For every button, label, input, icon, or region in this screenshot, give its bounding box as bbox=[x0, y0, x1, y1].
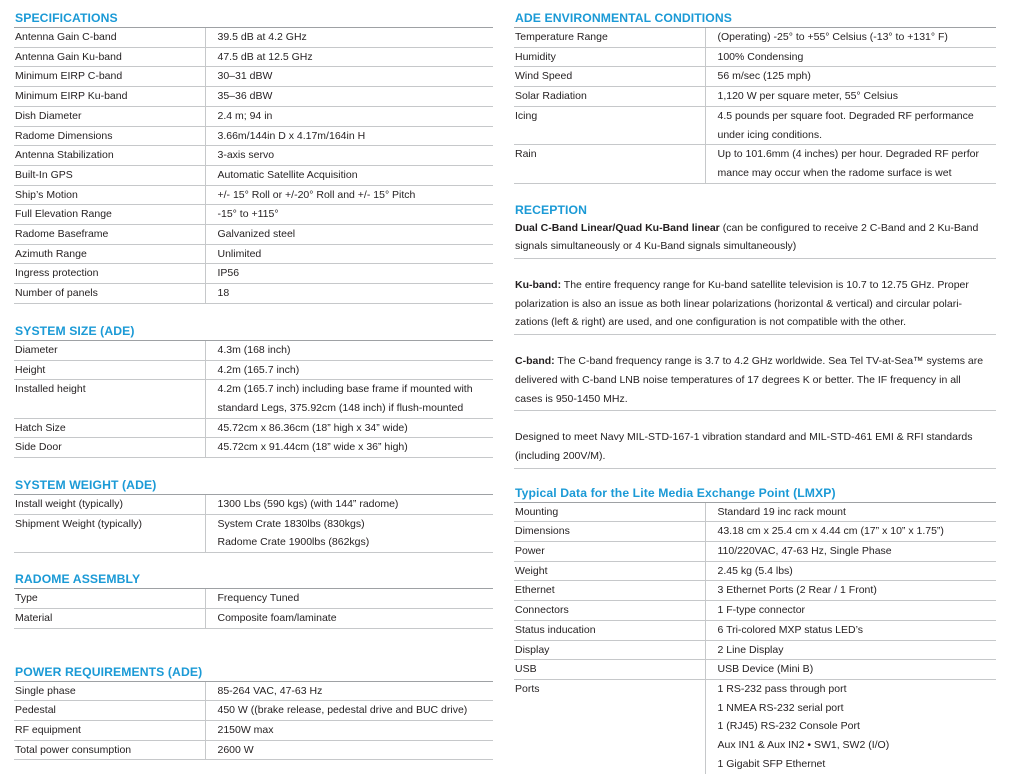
section-title: SYSTEM WEIGHT (ADE) bbox=[14, 476, 493, 495]
row-label: Number of panels bbox=[14, 284, 205, 304]
port-item: Aux IN1 & Aux IN2 • SW1, SW2 (I/O) bbox=[717, 739, 890, 752]
row-value: 2 Line Display bbox=[705, 640, 996, 660]
table-row bbox=[14, 418, 493, 438]
table-row bbox=[514, 522, 996, 542]
system-weight-section bbox=[14, 476, 493, 553]
row-label: Minimum EIRP C-band bbox=[14, 67, 205, 87]
row-value: 18 bbox=[205, 284, 493, 304]
row-label: Hatch Size bbox=[14, 418, 205, 438]
row-label: Dimensions bbox=[514, 522, 705, 542]
table-row bbox=[14, 720, 493, 740]
row-value: Composite foam/laminate bbox=[205, 608, 493, 628]
row-value bbox=[705, 679, 996, 773]
row-label: Full Elevation Range bbox=[14, 205, 205, 225]
row-label: USB bbox=[514, 660, 705, 680]
section-title: ADE ENVIRONMENTAL CONDITIONS bbox=[514, 9, 996, 28]
table-row bbox=[14, 28, 493, 47]
paragraph-text: The C-band frequency range is 3.7 to 4.2 GHz worldwide. Sea Tel TV-at-Sea™ systems are bbox=[554, 355, 984, 368]
row-value: USB Device (Mini B) bbox=[705, 660, 996, 680]
table-row bbox=[14, 380, 493, 418]
row-label: Solar Radiation bbox=[514, 87, 705, 107]
row-value-line: mance may occur when the radome surface is wet bbox=[717, 166, 952, 179]
table-row bbox=[514, 87, 996, 107]
table-row bbox=[14, 67, 493, 87]
row-value: 35–36 dBW bbox=[205, 87, 493, 107]
table-row bbox=[14, 106, 493, 126]
table-row bbox=[514, 106, 996, 144]
row-label: Install weight (typically) bbox=[14, 495, 205, 514]
row-value-line: standard Legs, 375.92cm (148 inch) if flush-mounted bbox=[217, 401, 464, 414]
table-row bbox=[514, 542, 996, 562]
table-row bbox=[514, 28, 996, 47]
row-value: 1,120 W per square meter, 55° Celsius bbox=[705, 87, 996, 107]
row-value: 56 m/sec (125 mph) bbox=[705, 67, 996, 87]
table-row bbox=[14, 87, 493, 107]
row-label: Minimum EIRP Ku-band bbox=[14, 87, 205, 107]
system-size-table bbox=[14, 341, 493, 458]
row-label: Ports bbox=[514, 679, 705, 773]
power-requirements-section bbox=[14, 663, 493, 761]
row-label: Ethernet bbox=[514, 581, 705, 601]
table-row bbox=[514, 581, 996, 601]
table-row bbox=[514, 145, 996, 183]
row-label: Built-In GPS bbox=[14, 165, 205, 185]
reception-paragraph-ku-band bbox=[514, 276, 996, 335]
row-label: Single phase bbox=[14, 682, 205, 701]
reception-section bbox=[514, 201, 996, 469]
row-label: Total power consumption bbox=[14, 740, 205, 760]
environmental-section bbox=[514, 9, 996, 184]
row-value: 2600 W bbox=[205, 740, 493, 760]
row-value: 3 Ethernet Ports (2 Rear / 1 Front) bbox=[705, 581, 996, 601]
table-row bbox=[14, 185, 493, 205]
section-title: POWER REQUIREMENTS (ADE) bbox=[14, 663, 493, 682]
row-label: Humidity bbox=[514, 47, 705, 67]
table-row bbox=[14, 47, 493, 67]
row-label: Power bbox=[514, 542, 705, 562]
row-value: (Operating) -25° to +55° Celsius (-13° to +131° F) bbox=[705, 28, 996, 47]
system-weight-table bbox=[14, 495, 493, 553]
specifications-section bbox=[14, 9, 493, 304]
row-value: Automatic Satellite Acquisition bbox=[205, 165, 493, 185]
row-label: Diameter bbox=[14, 341, 205, 360]
row-value: 2.4 m; 94 in bbox=[205, 106, 493, 126]
row-value: 100% Condensing bbox=[705, 47, 996, 67]
row-label: Temperature Range bbox=[514, 28, 705, 47]
table-row bbox=[514, 47, 996, 67]
paragraph-line: signals simultaneously or 4 Ku-Band signals simultaneously) bbox=[515, 240, 797, 253]
paragraph-line bbox=[515, 352, 996, 371]
table-row bbox=[14, 360, 493, 380]
table-row bbox=[514, 503, 996, 522]
section-title: Typical Data for the Lite Media Exchange Point (LMXP) bbox=[514, 484, 996, 503]
row-label: Antenna Gain C-band bbox=[14, 28, 205, 47]
row-label: Type bbox=[14, 589, 205, 608]
paragraph-line: (including 200V/M). bbox=[515, 449, 606, 462]
table-row bbox=[514, 620, 996, 640]
row-label: Wind Speed bbox=[514, 67, 705, 87]
row-value bbox=[705, 145, 996, 183]
table-row bbox=[514, 67, 996, 87]
row-value-line: System Crate 1830lbs (830kgs) bbox=[217, 517, 365, 530]
row-label: Connectors bbox=[514, 601, 705, 621]
table-row bbox=[14, 682, 493, 701]
table-row bbox=[514, 640, 996, 660]
paragraph-line: cases is 950-1450 MHz. bbox=[515, 392, 628, 405]
section-title: RECEPTION bbox=[515, 202, 588, 217]
paragraph-lead: Dual C-Band Linear/Quad Ku-Band linear bbox=[515, 221, 720, 234]
row-value: IP56 bbox=[205, 264, 493, 284]
paragraph-lead: C-band: bbox=[515, 355, 555, 368]
row-value-line: 4.2m (165.7 inch) including base frame if mounted with bbox=[217, 383, 473, 396]
table-row bbox=[514, 679, 996, 773]
row-value: 3-axis servo bbox=[205, 146, 493, 166]
paragraph-line bbox=[515, 276, 996, 295]
row-value bbox=[705, 106, 996, 144]
row-label: Weight bbox=[514, 561, 705, 581]
table-row bbox=[14, 701, 493, 721]
row-value: 85-264 VAC, 47-63 Hz bbox=[205, 682, 493, 701]
paragraph-line bbox=[515, 219, 996, 238]
row-value: 45.72cm x 91.44cm (18” wide x 36” high) bbox=[205, 438, 493, 458]
row-value-line: Up to 101.6mm (4 inches) per hour. Degraded RF perfor bbox=[717, 148, 979, 161]
reception-paragraph-c-band bbox=[514, 352, 996, 411]
radome-assembly-table bbox=[14, 589, 493, 628]
row-label: Ship’s Motion bbox=[14, 185, 205, 205]
row-value bbox=[205, 380, 493, 418]
right-column bbox=[514, 0, 996, 774]
lmxp-section bbox=[514, 484, 996, 774]
specifications-table bbox=[14, 28, 493, 304]
table-row bbox=[14, 126, 493, 146]
table-row bbox=[14, 740, 493, 760]
row-value-line: Radome Crate 1900lbs (862kgs) bbox=[217, 536, 370, 549]
reception-paragraph-dual-band bbox=[514, 219, 996, 259]
radome-assembly-section bbox=[14, 570, 493, 628]
row-label: Antenna Gain Ku-band bbox=[14, 47, 205, 67]
paragraph-text: The entire frequency range for Ku-band satellite television is 10.7 to 12.75 GHz. Proper bbox=[561, 279, 969, 292]
row-value: 4.2m (165.7 inch) bbox=[205, 360, 493, 380]
table-row bbox=[14, 284, 493, 304]
table-row bbox=[14, 205, 493, 225]
paragraph-line: delivered with C-band LNB noise temperatures of 17 degrees K or better. The IF frequency in all bbox=[515, 373, 961, 386]
section-title: SPECIFICATIONS bbox=[14, 9, 493, 28]
row-value-line: 4.5 pounds per square foot. Degraded RF performance bbox=[717, 109, 974, 122]
row-value-line: under icing conditions. bbox=[717, 128, 822, 141]
row-value: Unlimited bbox=[205, 244, 493, 264]
port-item: 1 (RJ45) RS-232 Console Port bbox=[717, 720, 860, 733]
row-label: Installed height bbox=[14, 380, 205, 418]
row-value: 110/220VAC, 47-63 Hz, Single Phase bbox=[705, 542, 996, 562]
row-label: Ingress protection bbox=[14, 264, 205, 284]
paragraph-lead: Ku-band: bbox=[515, 279, 562, 292]
row-value: 450 W ((brake release, pedestal drive and BUC drive) bbox=[205, 701, 493, 721]
row-label: Side Door bbox=[14, 438, 205, 458]
row-value bbox=[205, 514, 493, 552]
row-value: 1300 Lbs (590 kgs) (with 144” radome) bbox=[205, 495, 493, 514]
row-value: +/- 15° Roll or +/-20° Roll and +/- 15° Pitch bbox=[205, 185, 493, 205]
environmental-table bbox=[514, 28, 996, 184]
power-requirements-table bbox=[14, 682, 493, 761]
table-row bbox=[14, 608, 493, 628]
row-label: Status inducation bbox=[514, 620, 705, 640]
lmxp-table bbox=[514, 503, 996, 774]
row-label: RF equipment bbox=[14, 720, 205, 740]
left-column bbox=[14, 0, 493, 760]
table-row bbox=[14, 341, 493, 360]
table-row bbox=[14, 244, 493, 264]
paragraph-line: polarization is also an issue as both linear polarizations (horizontal & vertical) and circular polari- bbox=[515, 297, 963, 310]
paragraph-line: zations (left & right) are used, and one configuration is not compatible with the other. bbox=[515, 316, 907, 329]
row-value: -15° to +115° bbox=[205, 205, 493, 225]
section-title: RADOME ASSEMBLY bbox=[14, 570, 493, 589]
table-row bbox=[514, 561, 996, 581]
paragraph-text: (can be configured to receive 2 C-Band and 2 Ku-Band bbox=[719, 221, 979, 234]
row-label: Rain bbox=[514, 145, 705, 183]
table-row bbox=[14, 165, 493, 185]
section-title: SYSTEM SIZE (ADE) bbox=[14, 322, 493, 341]
row-value: 43.18 cm x 25.4 cm x 4.44 cm (17” x 10” x 1.75”) bbox=[705, 522, 996, 542]
row-value: 3.66m/144in D x 4.17m/164in H bbox=[205, 126, 493, 146]
row-value: 1 F-type connector bbox=[705, 601, 996, 621]
row-value: Frequency Tuned bbox=[205, 589, 493, 608]
row-value: Galvanized steel bbox=[205, 225, 493, 245]
table-row bbox=[14, 264, 493, 284]
row-label: Height bbox=[14, 360, 205, 380]
row-value: 6 Tri-colored MXP status LED’s bbox=[705, 620, 996, 640]
row-label: Antenna Stabilization bbox=[14, 146, 205, 166]
row-value: 47.5 dB at 12.5 GHz bbox=[205, 47, 493, 67]
row-label: Material bbox=[14, 608, 205, 628]
table-row bbox=[14, 514, 493, 552]
row-label: Pedestal bbox=[14, 701, 205, 721]
port-item: 1 RS-232 pass through port bbox=[717, 682, 847, 695]
row-label: Radome Dimensions bbox=[14, 126, 205, 146]
system-size-section bbox=[14, 322, 493, 458]
row-label: Radome Baseframe bbox=[14, 225, 205, 245]
table-row bbox=[14, 225, 493, 245]
row-label: Dish Diameter bbox=[14, 106, 205, 126]
table-row bbox=[514, 660, 996, 680]
port-item: 1 NMEA RS-232 serial port bbox=[717, 701, 844, 714]
row-label: Icing bbox=[514, 106, 705, 144]
row-value: 30–31 dBW bbox=[205, 67, 493, 87]
row-label: Azimuth Range bbox=[14, 244, 205, 264]
table-row bbox=[14, 589, 493, 608]
row-label: Mounting bbox=[514, 503, 705, 522]
paragraph-line: Designed to meet Navy MIL-STD-167-1 vibration standard and MIL-STD-461 EMI & RFI standards bbox=[515, 431, 973, 444]
port-item: 1 Gigabit SFP Ethernet bbox=[717, 757, 826, 770]
table-row bbox=[14, 146, 493, 166]
row-label: Shipment Weight (typically) bbox=[14, 514, 205, 552]
row-value: 4.3m (168 inch) bbox=[205, 341, 493, 360]
table-row bbox=[14, 438, 493, 458]
row-value: 2.45 kg (5.4 lbs) bbox=[705, 561, 996, 581]
table-row bbox=[514, 601, 996, 621]
row-value: 45.72cm x 86.36cm (18” high x 34” wide) bbox=[205, 418, 493, 438]
reception-paragraph-standards bbox=[514, 428, 996, 468]
row-value: Standard 19 inc rack mount bbox=[705, 503, 996, 522]
row-label: Display bbox=[514, 640, 705, 660]
row-value: 2150W max bbox=[205, 720, 493, 740]
row-value: 39.5 dB at 4.2 GHz bbox=[205, 28, 493, 47]
table-row bbox=[14, 495, 493, 514]
